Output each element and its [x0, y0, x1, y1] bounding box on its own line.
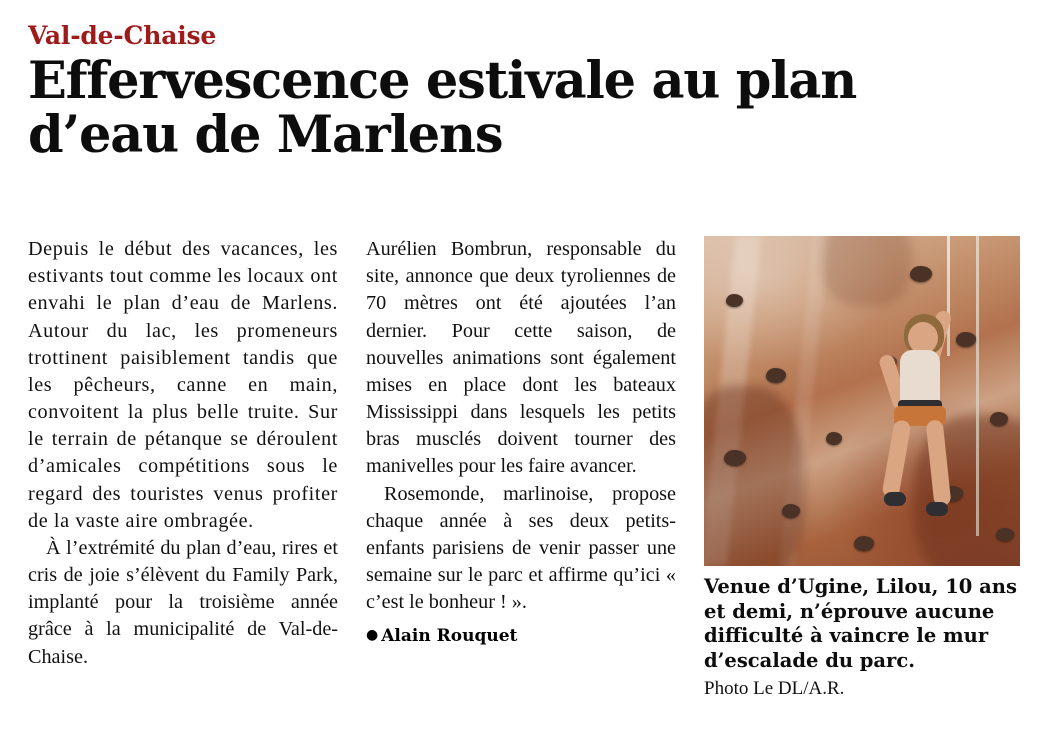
climbing-wall-photo	[704, 236, 1020, 566]
article-column-1	[28, 236, 338, 700]
headline-line-2: d’eau de Marlens	[28, 104, 503, 165]
photo-caption: Venue d’Ugine, Lilou, 10 ans et demi, n’éprouve aucune difficulté à vaincre le mur d’escalade du parc.	[704, 575, 1017, 672]
photo-shadow	[704, 386, 804, 566]
byline-author: Alain Rouquet	[381, 626, 518, 647]
climber-shoe-right	[926, 502, 948, 516]
page-title	[28, 50, 1018, 165]
paragraph: Depuis le début des vacances, les estivants tout comme les locaux ont envahi le plan d’eau de Marlens. Autour du lac, les promeneurs trottinent paisiblement tandis que les pêcheurs, canne en main, convoitent la plus belle truite. Sur le terrain de pétanque se déroulent d’amicales compétitions sous le regard des touristes venus profiter de la vaste aire ombragée.	[28, 238, 338, 532]
paragraph: Rosemonde, marlinoise, propose chaque année à ses deux petits-enfants parisiens de venir passer une semaine sur le parc et affirme qu’ici « c’est le bonheur ! ».	[366, 482, 676, 614]
article-body-columns	[28, 236, 1018, 700]
headline-line-1: Effervescence estivale au plan	[28, 50, 857, 111]
climber-figure	[864, 302, 992, 534]
paragraph: À l’extrémité du plan d’eau, rires et cris de joie s’élèvent du Family Park, implanté pour la troisième année grâce à la municipalité de Val-de-Chaise.	[28, 536, 338, 668]
paragraph: Aurélien Bombrun, responsable du site, annonce que deux tyroliennes de 70 mètres ont été ajoutées l’an dernier. Pour cette saison, de nouvelles animations sont également mises en place dont les bateaux Mississippi dans lesquels les petits bras musclés doivent tourner des manivelles pour les faire avancer.	[366, 238, 676, 478]
byline	[366, 626, 676, 646]
climber-leg-left	[881, 419, 911, 499]
article-kicker: Val-de-Chaise	[28, 21, 217, 50]
article-media-column	[704, 236, 1020, 700]
photo-credit: Photo Le DL/A.R.	[704, 678, 845, 700]
byline-bullet-icon: ●	[366, 627, 379, 644]
photo-shadow	[822, 236, 912, 306]
climber-leg-right	[926, 419, 952, 506]
article-column-2	[366, 236, 676, 700]
climber-shoe-left	[884, 492, 906, 506]
